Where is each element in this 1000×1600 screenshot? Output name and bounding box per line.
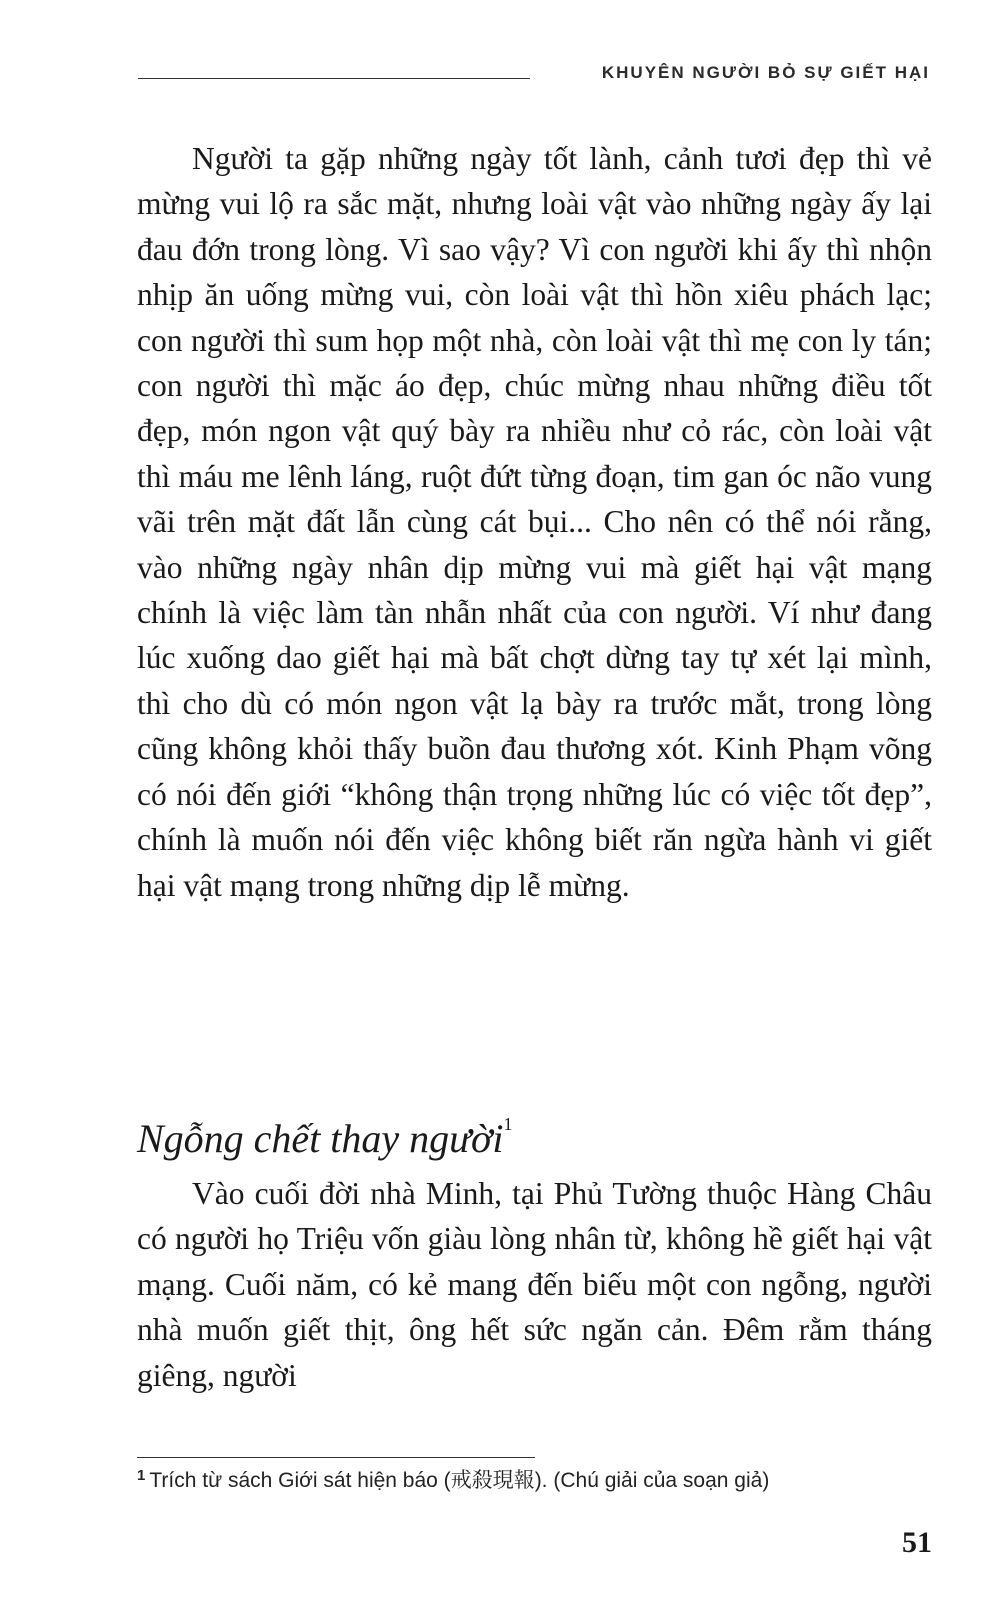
page-number: 51: [902, 1526, 932, 1559]
section-title-text: Ngỗng chết thay người: [137, 1116, 504, 1161]
footnote-cjk-title: 戒殺現報: [450, 1468, 535, 1492]
footnote-mark: 1: [137, 1467, 146, 1484]
footnote-text-before: Trích từ sách Giới sát hiện báo (: [149, 1469, 451, 1492]
footnote-text-after: ). (Chú giải của soạn giả): [534, 1469, 770, 1492]
footnote-rule: [137, 1457, 535, 1458]
running-head: KHUYÊN NGƯỜI BỎ SỰ GIẾT HẠI: [601, 63, 930, 82]
paragraph: Người ta gặp những ngày tốt lành, cảnh tươi đẹp thì vẻ mừng vui lộ ra sắc mặt, nhưng loài vật vào những ngày ấy lại đau đớn trong lòng. Vì sao vậy? Vì con người khi ấy thì nhộn nhịp ăn uống mừng vui, còn loài vật thì hồn xiêu phách lạc; con người thì sum họp một nhà, còn loài vật thì mẹ con ly tán; con người thì mặc áo đẹp, chúc mừng nhau những điều tốt đẹp, món ngon vật quý bày ra nhiều như cỏ rác, còn loài vật thì máu me lênh láng, ruột đứt từng đoạn, tim gan óc não vung vãi trên mặt đất lẫn cùng cát bụi... Cho nên có thể nói rằng, vào những ngày nhân dịp mừng vui mà giết hại vật mạng chính là việc làm tàn nhẫn nhất của con người. Ví như đang lúc xuống dao giết hại mà bất chợt dừng tay tự xét lại mình, thì cho dù có món ngon vật lạ bày ra trước mắt, trong lòng cũng không khỏi thấy buồn đau thương xót. Kinh Phạm võng có nói đến giới “không thận trọng những lúc có việc tốt đẹp”, chính là muốn nói đến việc không biết răn ngừa hành vi giết hại vật mạng trong những dịp lễ mừng.: [137, 141, 932, 903]
header-rule: [138, 78, 530, 79]
section-body-text: [137, 1171, 932, 1398]
body-text: [137, 136, 932, 908]
footnote-reference[interactable]: 1: [503, 1114, 513, 1134]
paragraph: Vào cuối đời nhà Minh, tại Phủ Tường thuộc Hàng Châu có người họ Triệu vốn giàu lòng nhân từ, không hề giết hại vật mạng. Cuối năm, có kẻ mang đến biếu một con ngỗng, người nhà muốn giết thịt, ông hết sức ngăn cản. Đêm rằm tháng giêng, người: [137, 1176, 932, 1393]
footnote: [137, 1462, 932, 1495]
section-title: [137, 1100, 932, 1163]
